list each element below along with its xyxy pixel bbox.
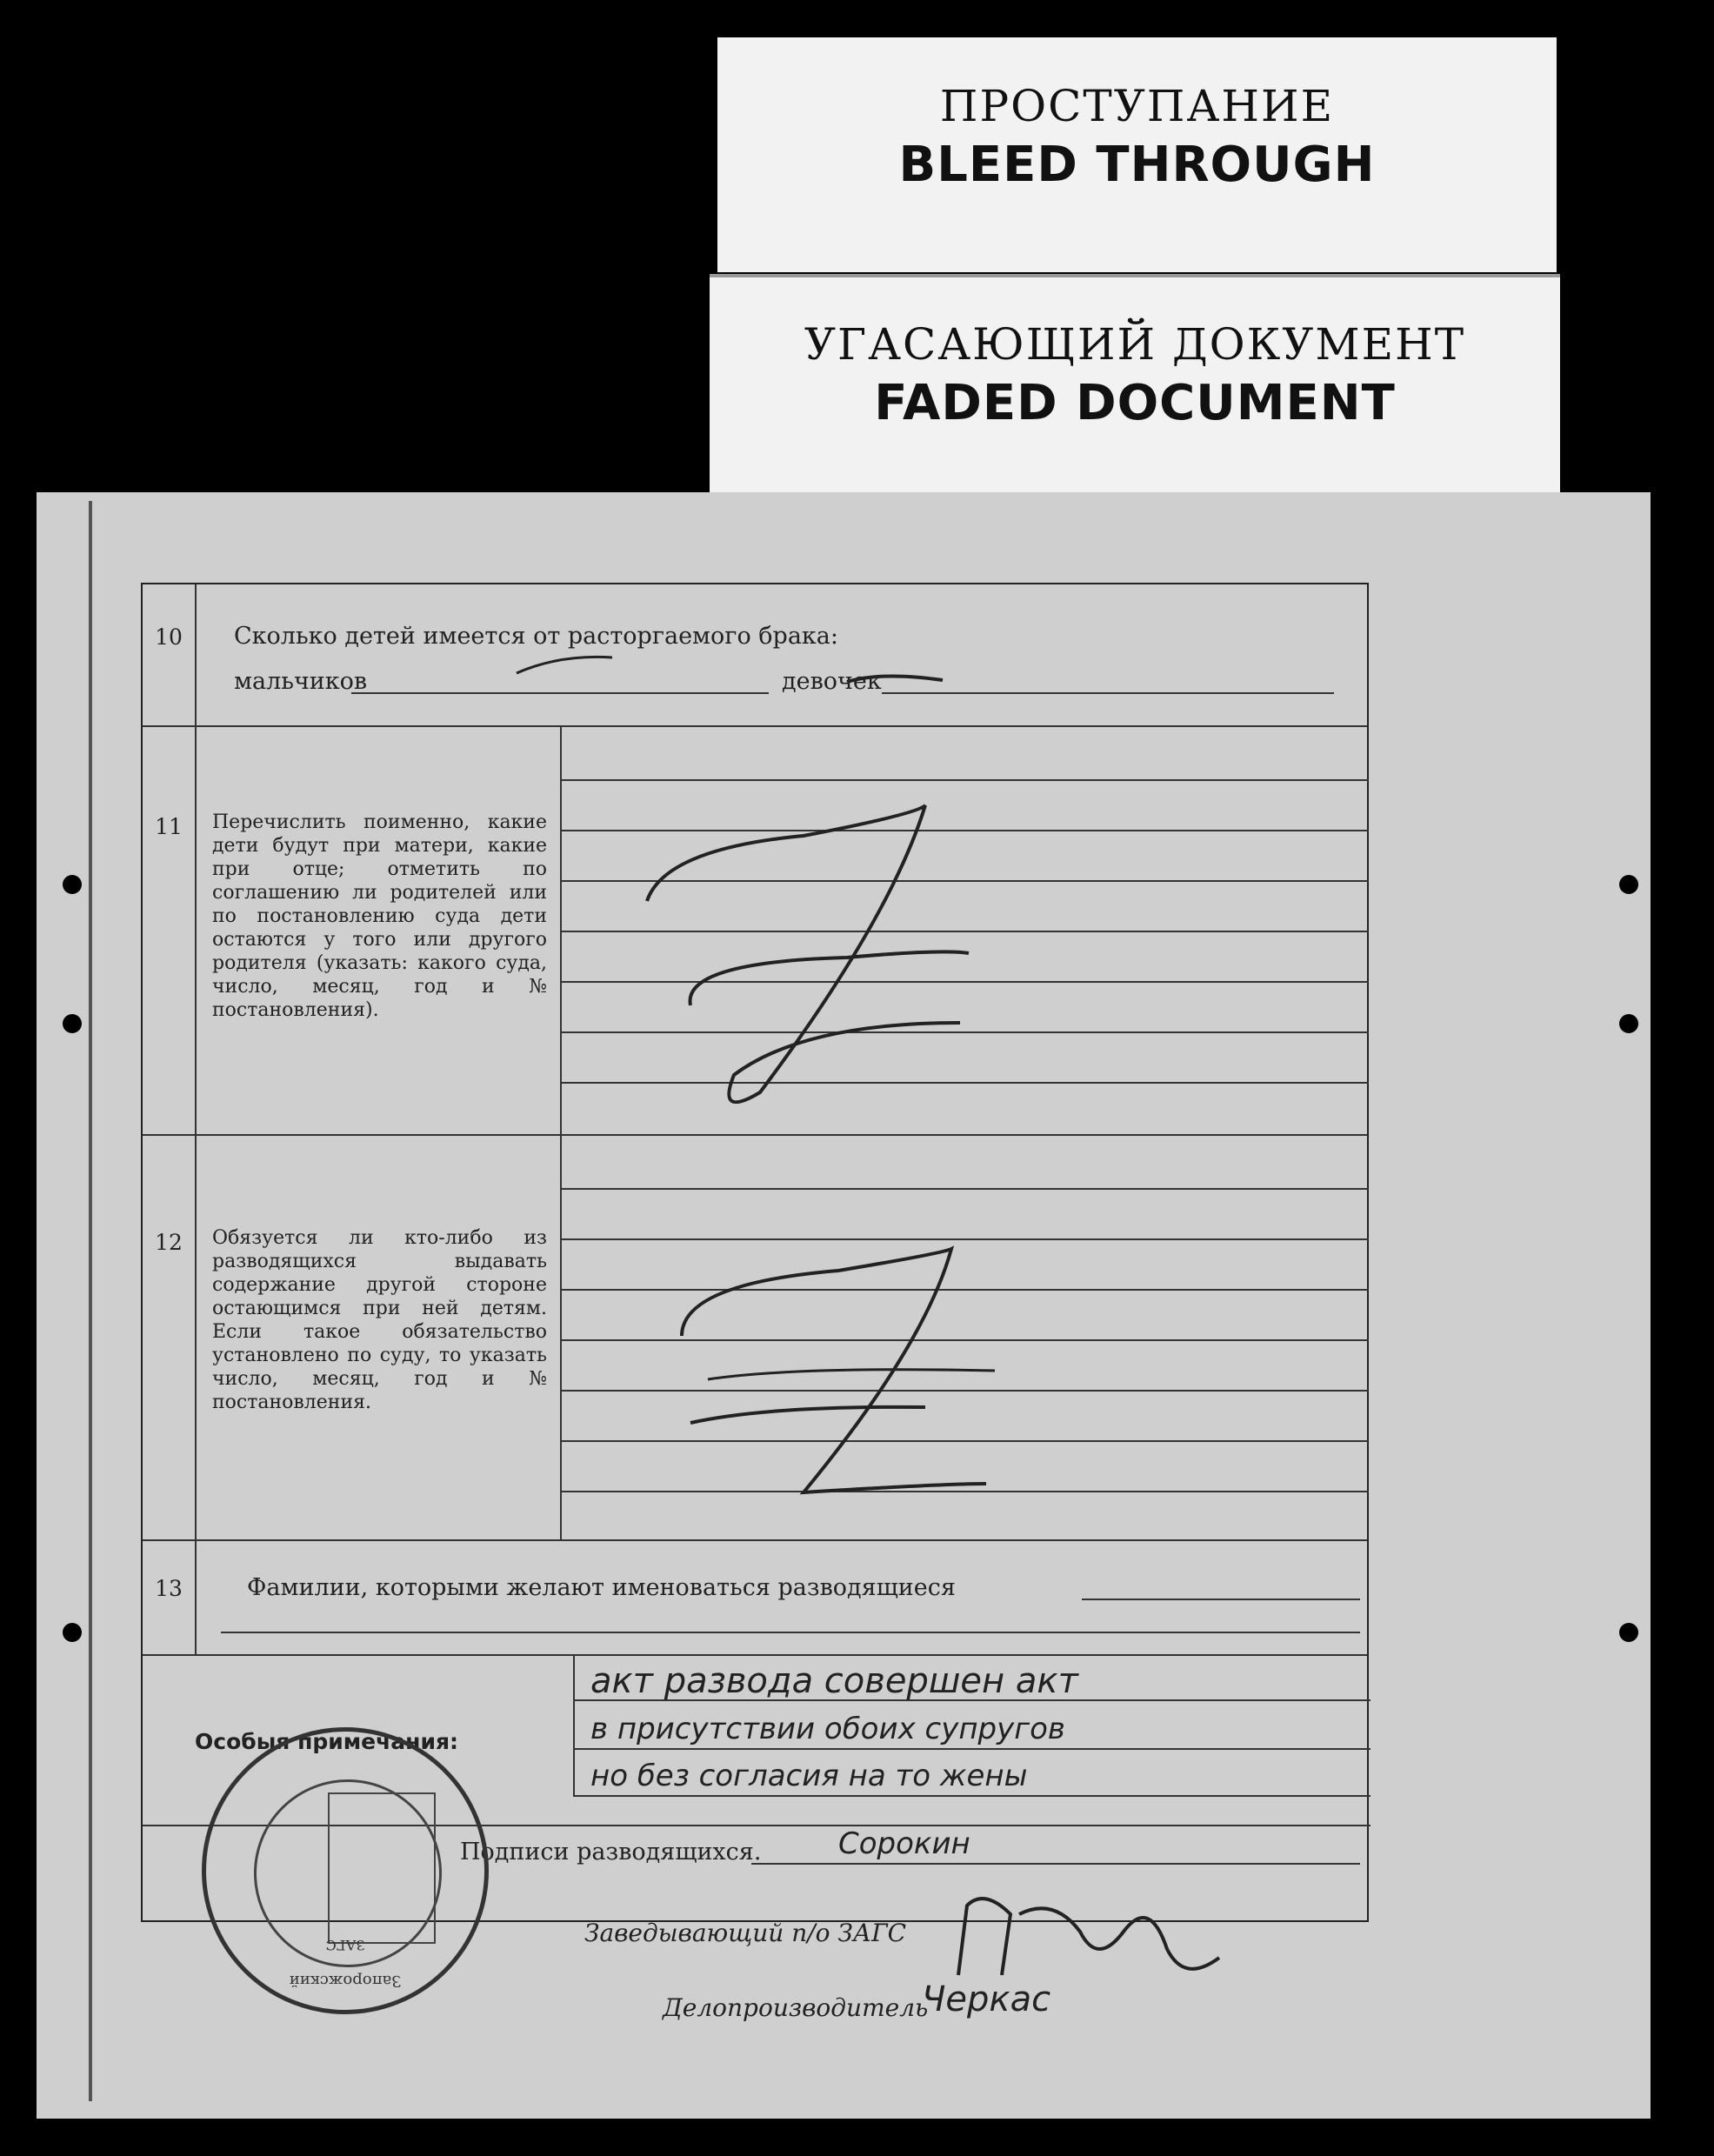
form-row-11 bbox=[143, 727, 1367, 1136]
stamp-outer-text: Запорожский bbox=[289, 1972, 402, 1990]
stamp-inner-text: ЗАГС bbox=[325, 1937, 365, 1953]
row-number: 13 bbox=[155, 1576, 183, 1601]
faded-document-en-text: FADED DOCUMENT bbox=[874, 375, 1396, 431]
row-number: 10 bbox=[155, 624, 183, 650]
punch-hole bbox=[1619, 1014, 1638, 1033]
punch-hole bbox=[1619, 875, 1638, 894]
z-cancellation-mark bbox=[664, 1205, 1117, 1536]
punch-hole bbox=[1619, 1623, 1638, 1642]
form-row-13 bbox=[143, 1541, 1367, 1656]
question-13-text: Фамилии, которыми желают именоваться разводящиеся bbox=[247, 1574, 956, 1601]
special-notes-label: Особыя примечания: bbox=[195, 1729, 459, 1754]
row-number: 12 bbox=[155, 1230, 183, 1255]
row-number: 11 bbox=[155, 814, 183, 839]
note-handwriting-line: но без согласия на то жены bbox=[590, 1759, 1028, 1793]
dash-mark bbox=[508, 645, 960, 706]
form-row-10 bbox=[143, 584, 1367, 727]
question-11-text: Перечислить поименно, какие дети будут при матери, какие при отце; отметить по соглашению ли родителей или по постановлению суда дети остаются у того или другого родителя (указать: какого суда, число, месяц, год и № постановления). bbox=[212, 811, 547, 1021]
clerk-label: Делопроизводитель bbox=[663, 1993, 929, 2022]
note-handwriting-line: акт развода совершен акт bbox=[590, 1661, 1078, 1701]
clerk-signature: Черкас bbox=[922, 1979, 1051, 2019]
official-round-stamp bbox=[202, 1727, 489, 2014]
punch-hole bbox=[63, 1623, 82, 1642]
spouse-signature: Сорокин bbox=[838, 1826, 970, 1861]
registry-head-label: Заведывающий п/о ЗАГС bbox=[584, 1919, 907, 1947]
girls-label: девочек bbox=[782, 668, 882, 695]
bleed-through-ru-text: ПРОСТУПАНИЕ bbox=[939, 81, 1335, 131]
faded-document-label-card bbox=[710, 274, 1560, 504]
faded-document-ru-text: УГАСАЮЩИЙ ДОКУМЕНТ bbox=[804, 319, 1466, 370]
form-row-12 bbox=[143, 1136, 1367, 1541]
sheet-edge bbox=[89, 501, 92, 2101]
bleed-through-en-text: BLEED THROUGH bbox=[898, 137, 1376, 193]
divorce-record-form bbox=[141, 583, 1369, 1922]
bleed-through-label-card bbox=[717, 37, 1557, 272]
z-cancellation-mark bbox=[630, 788, 1082, 1136]
signatures-label: Подписи разводящихся. bbox=[460, 1839, 762, 1866]
note-handwriting-line: в присутствии обоих супругов bbox=[590, 1712, 1065, 1746]
question-10-text: Сколько детей имеется от расторгаемого брака: bbox=[234, 623, 838, 650]
document-sheet bbox=[37, 492, 1651, 2119]
boys-label: мальчиков bbox=[234, 668, 368, 695]
question-12-text: Обязуется ли кто-либо из разводящихся выдавать содержание другой стороне остающимся при ней детям. Если такое обязательство установлено по суду, то указать число, месяц, год и № постановления. bbox=[212, 1227, 547, 1413]
punch-hole bbox=[63, 1014, 82, 1033]
punch-hole bbox=[63, 875, 82, 894]
